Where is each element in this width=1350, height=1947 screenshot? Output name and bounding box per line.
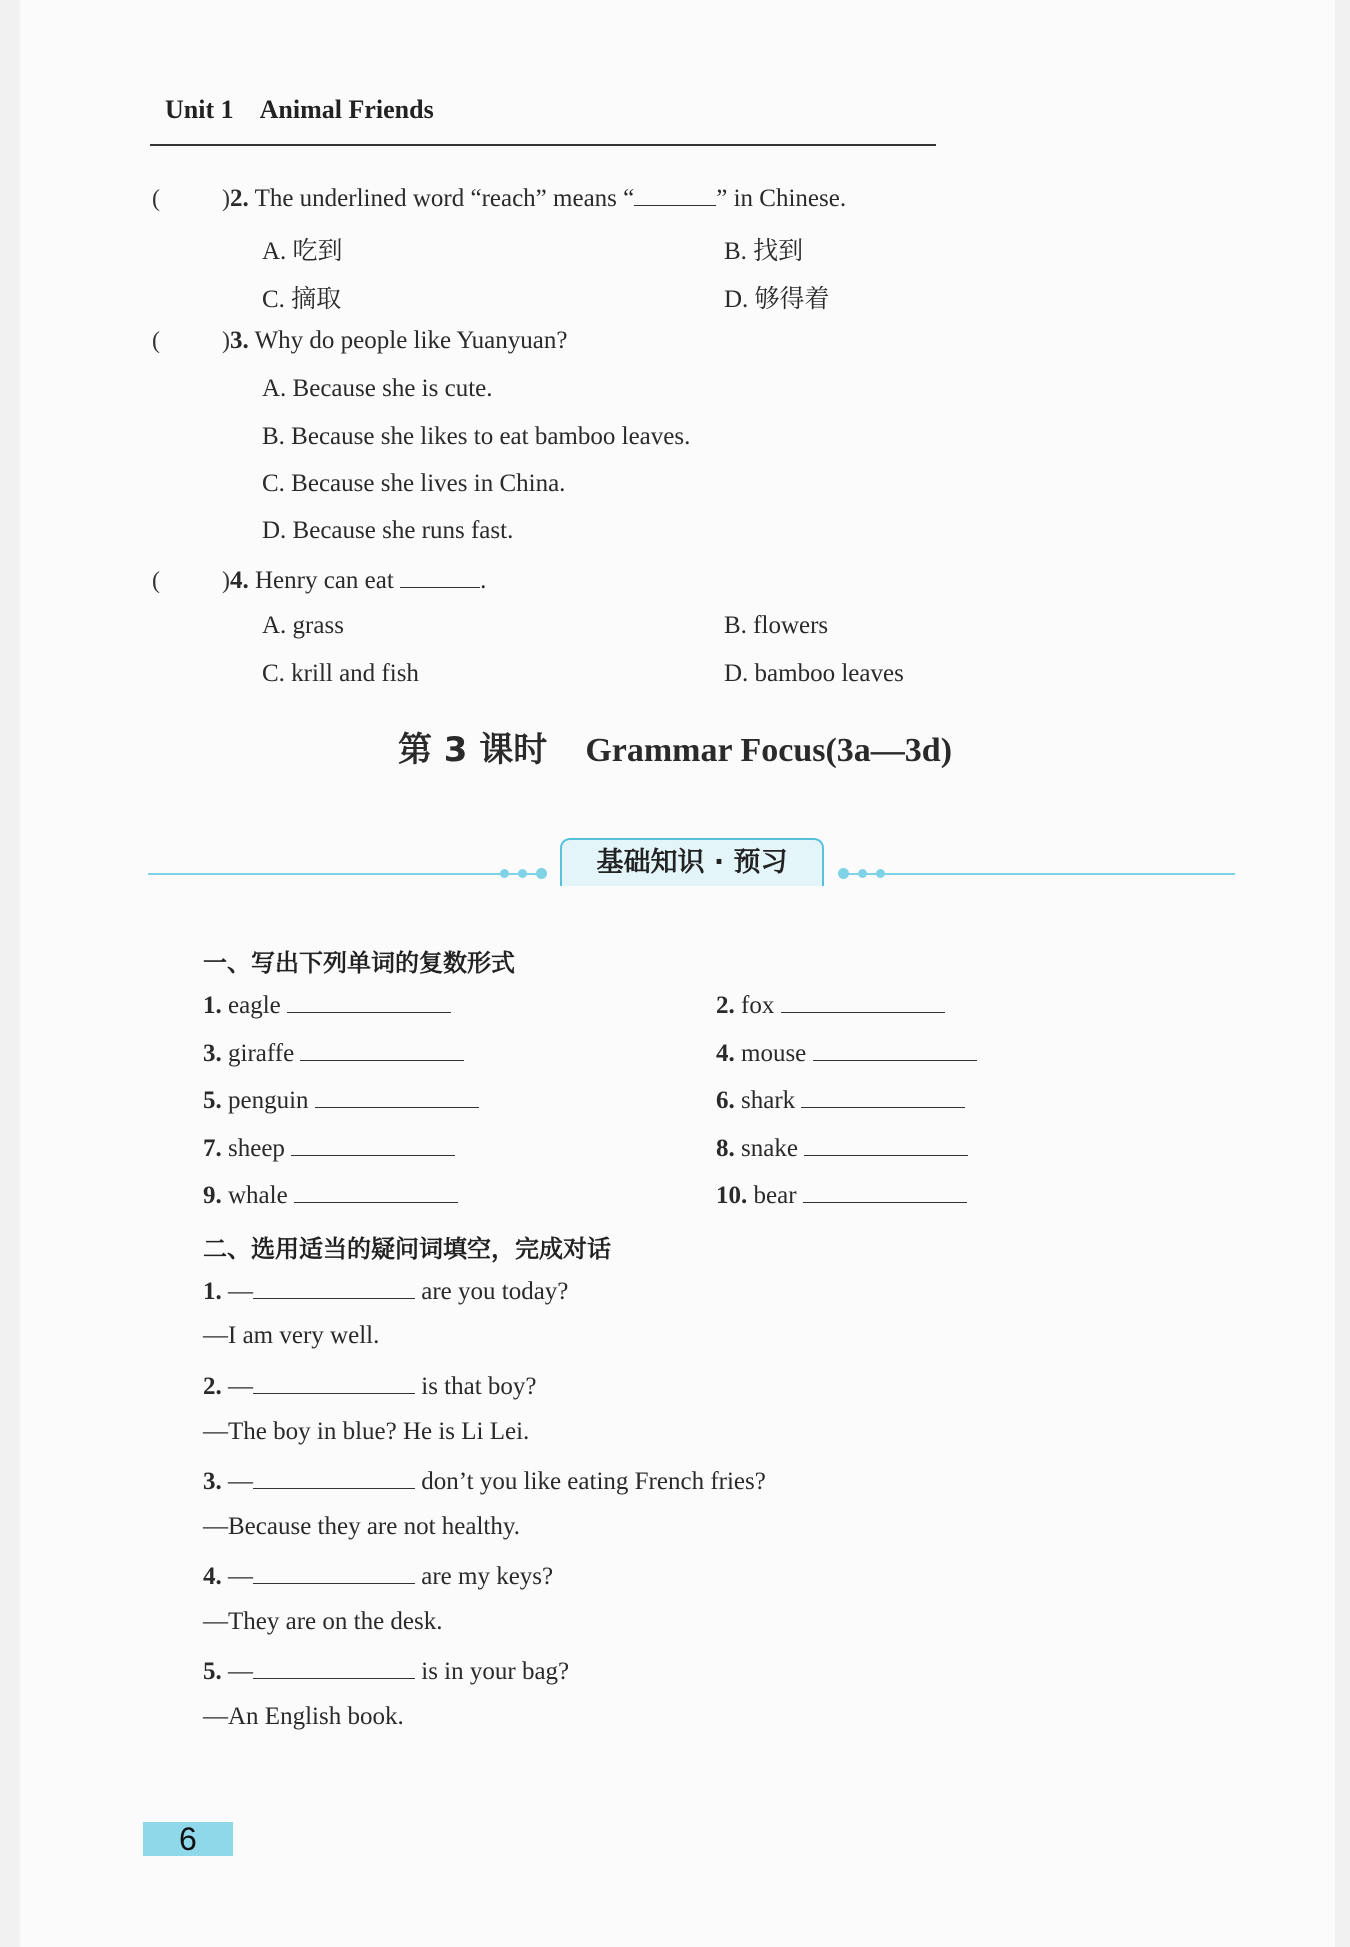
question-text: are my keys? [421, 1563, 554, 1590]
dialog-answer: —The boy in blue? He is Li Lei. [203, 1418, 530, 1445]
dash: — [228, 1373, 253, 1400]
item-word: penguin [228, 1087, 309, 1114]
answer-paren-open: ( [152, 186, 160, 212]
dialog-answer: —Because they are not healthy. [203, 1513, 521, 1540]
item-number: 10. [716, 1182, 748, 1209]
answer-line[interactable] [291, 1133, 455, 1156]
vocab-item [716, 1038, 977, 1068]
vocab-item [203, 990, 451, 1020]
answer-line[interactable] [804, 1133, 968, 1156]
item-number: 3. [203, 1468, 222, 1495]
dash: — [228, 1563, 253, 1590]
option-d[interactable]: D. Because she runs fast. [262, 517, 514, 544]
question-4 [152, 565, 486, 595]
item-number: 4. [203, 1563, 222, 1590]
option-c[interactable]: C. krill and fish [262, 660, 419, 687]
dialog-question [203, 1656, 569, 1686]
running-header [165, 95, 434, 125]
answer-paren-close: ) [222, 328, 230, 354]
section-dot [518, 869, 527, 878]
answer-line[interactable] [801, 1085, 965, 1108]
item-number: 1. [203, 1278, 222, 1305]
dash: — [228, 1468, 253, 1495]
answer-line[interactable] [294, 1180, 458, 1203]
part1-heading: 一、写出下列单词的复数形式 [203, 949, 515, 977]
fill-blank[interactable] [400, 565, 480, 588]
unit-title: Animal Friends [259, 95, 434, 124]
question-2 [152, 183, 846, 213]
item-number: 9. [203, 1182, 222, 1209]
option-d[interactable]: D. 够得着 [724, 286, 830, 313]
question-stem-start: The underlined word “reach” means “ [254, 185, 635, 212]
vocab-item [716, 1085, 965, 1115]
dialog-question [203, 1371, 537, 1401]
answer-line[interactable] [253, 1466, 415, 1489]
answer-paren-close: ) [222, 568, 230, 594]
question-text: is in your bag? [421, 1658, 570, 1685]
dialog-answer: —They are on the desk. [203, 1608, 443, 1635]
dialog-answer: —I am very well. [203, 1322, 380, 1349]
question-stem-end: ” in Chinese. [716, 185, 847, 212]
vocab-item [203, 1180, 458, 1210]
option-d[interactable]: D. bamboo leaves [724, 660, 904, 687]
page-number: 6 [143, 1822, 233, 1856]
item-word: eagle [228, 992, 281, 1019]
vocab-item [716, 1133, 968, 1163]
section-line-left [148, 873, 538, 875]
item-number: 5. [203, 1087, 222, 1114]
question-text: are you today? [421, 1278, 569, 1305]
lesson-title [0, 722, 1350, 771]
answer-paren-close: ) [222, 186, 230, 212]
item-number: 4. [716, 1040, 735, 1067]
item-number: 3. [203, 1040, 222, 1067]
dialog-question [203, 1276, 568, 1306]
answer-line[interactable] [813, 1038, 977, 1061]
option-a[interactable]: A. grass [262, 612, 344, 639]
item-number: 8. [716, 1135, 735, 1162]
item-number: 2. [716, 992, 735, 1019]
item-number: 1. [203, 992, 222, 1019]
item-word: snake [741, 1135, 798, 1162]
vocab-item [203, 1038, 464, 1068]
option-a[interactable]: A. Because she is cute. [262, 375, 493, 402]
dialog-answer: —An English book. [203, 1703, 404, 1730]
header-rule [150, 144, 936, 146]
section-line-right [842, 873, 1235, 875]
vocab-item [203, 1085, 479, 1115]
option-b[interactable]: B. 找到 [724, 238, 804, 265]
unit-label: Unit 1 [165, 95, 234, 124]
dialog-question [203, 1561, 553, 1591]
question-stem-end: . [480, 567, 487, 594]
dash: — [228, 1658, 253, 1685]
item-word: shark [741, 1087, 796, 1114]
question-number: 3. [230, 327, 249, 354]
item-number: 2. [203, 1373, 222, 1400]
answer-line[interactable] [781, 990, 945, 1013]
option-c[interactable]: C. 摘取 [262, 286, 342, 313]
option-a[interactable]: A. 吃到 [262, 238, 343, 265]
section-dot [536, 868, 547, 879]
item-word: bear [753, 1182, 797, 1209]
part2-heading: 二、选用适当的疑问词填空，完成对话 [203, 1235, 611, 1263]
answer-line[interactable] [315, 1085, 479, 1108]
lesson-number: 第 3 课时 [397, 730, 548, 770]
item-word: whale [228, 1182, 288, 1209]
vocab-item [716, 990, 945, 1020]
answer-line[interactable] [253, 1371, 415, 1394]
question-stem: Why do people like Yuanyuan? [254, 327, 568, 354]
answer-paren-open: ( [152, 328, 160, 354]
item-number: 7. [203, 1135, 222, 1162]
question-3 [152, 327, 567, 355]
answer-line[interactable] [253, 1561, 415, 1584]
option-b[interactable]: B. flowers [724, 612, 829, 639]
item-word: sheep [228, 1135, 285, 1162]
option-c[interactable]: C. Because she lives in China. [262, 470, 566, 497]
item-word: giraffe [228, 1040, 295, 1067]
dialog-question [203, 1466, 766, 1496]
dash: — [228, 1278, 253, 1305]
question-number: 2. [230, 185, 249, 212]
question-stem-start: Henry can eat [255, 567, 394, 594]
answer-line[interactable] [803, 1180, 967, 1203]
item-number: 5. [203, 1658, 222, 1685]
answer-paren-open: ( [152, 568, 160, 594]
lesson-topic: Grammar Focus(3a—3d) [585, 732, 953, 769]
question-number: 4. [230, 567, 249, 594]
answer-line[interactable] [287, 990, 451, 1013]
item-word: fox [741, 992, 775, 1019]
answer-line[interactable] [253, 1656, 415, 1679]
item-word: mouse [741, 1040, 807, 1067]
section-badge: 基础知识 · 预习 [560, 838, 824, 886]
section-dot [500, 869, 509, 878]
answer-line[interactable] [253, 1276, 415, 1299]
answer-line[interactable] [300, 1038, 464, 1061]
option-b[interactable]: B. Because she likes to eat bamboo leaves. [262, 423, 691, 450]
vocab-item [203, 1133, 455, 1163]
vocab-item [716, 1180, 967, 1210]
question-text: don’t you like eating French fries? [421, 1468, 766, 1495]
question-text: is that boy? [421, 1373, 537, 1400]
fill-blank[interactable] [634, 183, 716, 206]
item-number: 6. [716, 1087, 735, 1114]
